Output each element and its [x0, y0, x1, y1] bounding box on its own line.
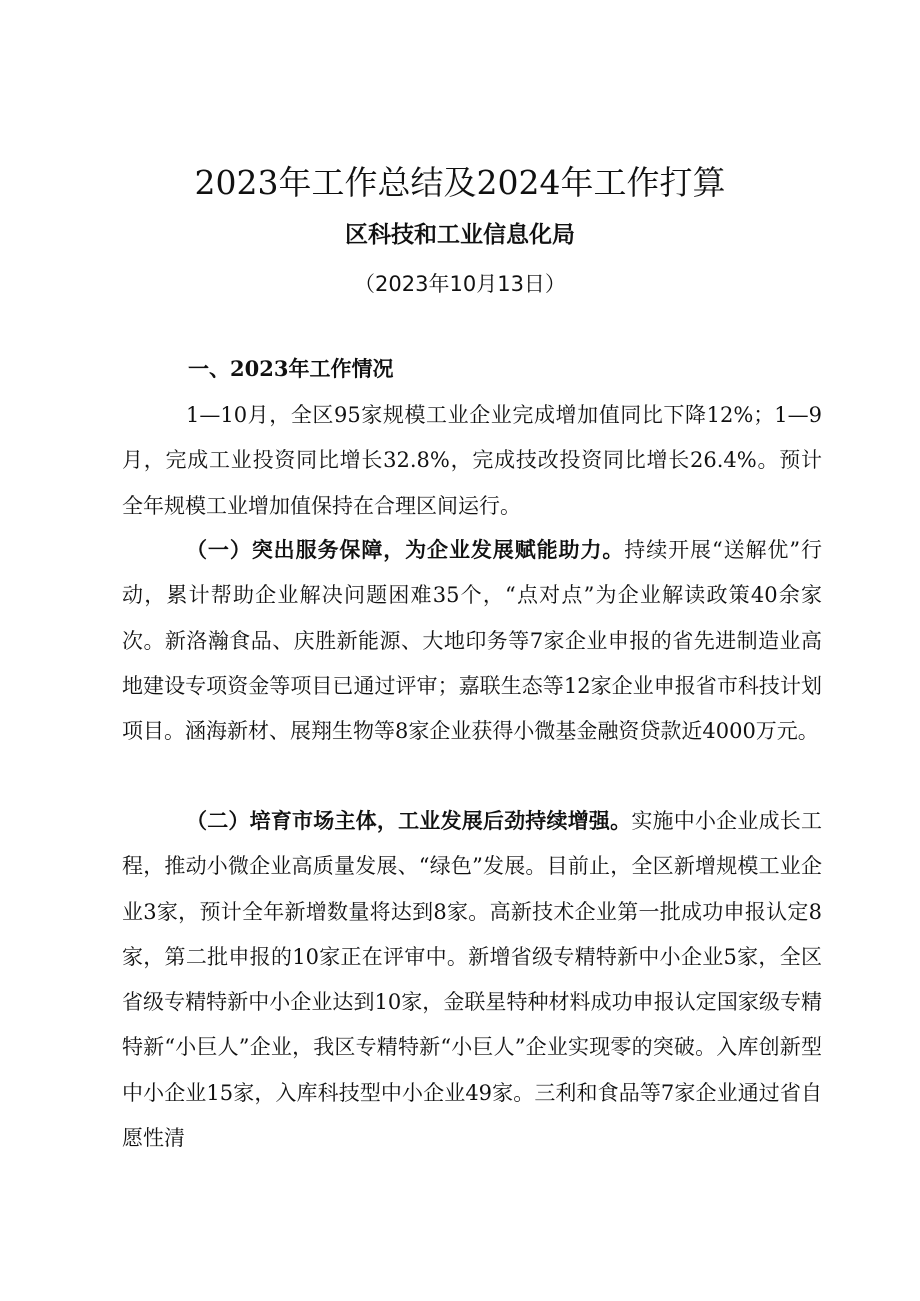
document-title: 2023年工作总结及2024年工作打算 — [194, 163, 726, 202]
paragraph-2-lead: （一）突出服务保障，为企业发展赋能助力。 — [186, 537, 625, 562]
section-heading: 一、2023年工作情况 — [188, 356, 394, 381]
document-author: 区科技和工业信息化局 — [345, 222, 575, 248]
paragraph-2 — [122, 527, 822, 754]
paragraph-3 — [122, 798, 822, 1161]
paragraph-2-text: 持续开展“送解优”行动，累计帮助企业解决问题困难35个，“点对点”为企业解读政策40余家次。新洛瀚食品、庆胜新能源、大地印务等7家企业申报的省先进制造业高地建设专项资金等项目已通过评审；嘉联生态等12家企业申报省市科技计划项目。涵海新材、展翔生物等8家企业获得小微基金融资贷款近4000万元。 — [122, 538, 822, 744]
paragraph-1 — [122, 393, 822, 529]
paragraph-3-text: 实施中小企业成长工程，推动小微企业高质量发展、“绿色”发展。目前止，全区新增规模工业企业3家，预计全年新增数量将达到8家。高新技术企业第一批成功申报认定8家，第二批申报的10家正在评审中。新增省级专精特新中小企业5家，全区省级专精特新中小企业达到10家，金联星特种材料成功申报认定国家级专精特新“小巨人”企业，我区专精特新“小巨人”企业实现零的突破。入库创新型中小企业15家，入库科技型中小企业49家。三利和食品等7家企业通过省自愿性清 — [122, 809, 822, 1151]
paragraph-3-lead: （二）培育市场主体，工业发展后劲持续增强。 — [186, 808, 632, 833]
paragraph-1-text: 1—10月，全区95家规模工业企业完成增加值同比下降12%；1—9月，完成工业投资同比增长32.8%，完成技改投资同比增长26.4%。预计全年规模工业增加值保持在合理区间运行。 — [122, 403, 822, 518]
document-date: （2023年10月13日） — [354, 272, 566, 296]
